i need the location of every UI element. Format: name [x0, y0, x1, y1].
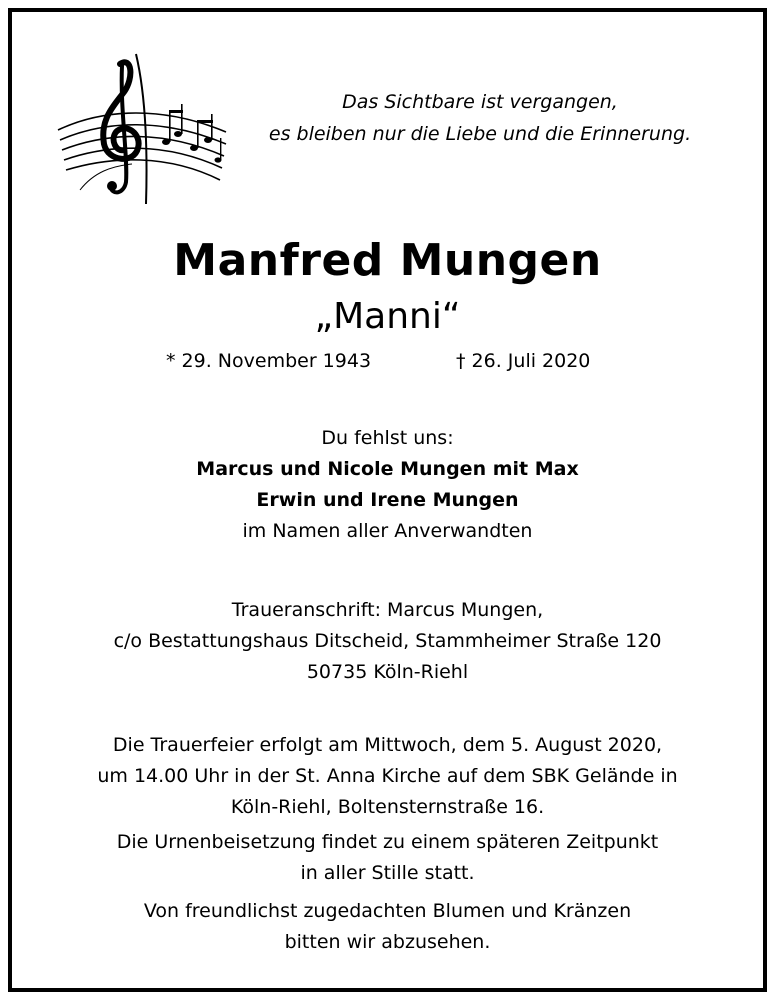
- address-line-3: 50735 Köln-Riehl: [306, 661, 469, 683]
- flowers-line-2: bitten wir abzusehen.: [284, 931, 491, 953]
- death-date: † 26. Juli 2020: [456, 350, 591, 372]
- mourners-family-2: Erwin und Irene Mungen: [256, 489, 519, 511]
- mourners-intro: Du fehlst uns:: [321, 427, 454, 449]
- birth-date: * 29. November 1943: [166, 350, 372, 372]
- mourners-others: im Namen aller Anverwandten: [242, 520, 533, 542]
- motto-quote: [240, 86, 720, 150]
- motto-line-2: es bleiben nur die Liebe und die Erinnerung.: [268, 123, 692, 145]
- urn-line-1: Die Urnenbeisetzung findet zu einem späteren Zeitpunkt: [116, 831, 659, 853]
- urn-line-2: in aller Stille statt.: [300, 862, 475, 884]
- ceremony-line-2: um 14.00 Uhr in der St. Anna Kirche auf dem SBK Gelände in: [97, 765, 678, 787]
- ceremony-info: [0, 730, 775, 823]
- deceased-name: Manfred Mungen: [173, 235, 602, 286]
- deceased-nickname: „Manni“: [314, 296, 461, 337]
- treble-clef-with-notes-icon: [54, 48, 234, 208]
- ceremony-line-1: Die Trauerfeier erfolgt am Mittwoch, dem 5. August 2020,: [112, 734, 663, 756]
- motto-line-1: Das Sichtbare ist vergangen,: [342, 91, 618, 113]
- mourners-block: [0, 423, 775, 547]
- ceremony-line-3: Köln-Riehl, Boltensternstraße 16.: [230, 796, 545, 818]
- mourning-address: [0, 595, 775, 688]
- flowers-line-1: Von freundlichst zugedachten Blumen und Kränzen: [143, 900, 632, 922]
- mourners-family-1: Marcus und Nicole Mungen mit Max: [196, 458, 579, 480]
- address-line-1: Traueranschrift: Marcus Mungen,: [231, 599, 544, 621]
- flowers-request: [0, 896, 775, 958]
- address-line-2: c/o Bestattungshaus Ditscheid, Stammheimer Straße 120: [113, 630, 662, 652]
- urn-info: [0, 827, 775, 889]
